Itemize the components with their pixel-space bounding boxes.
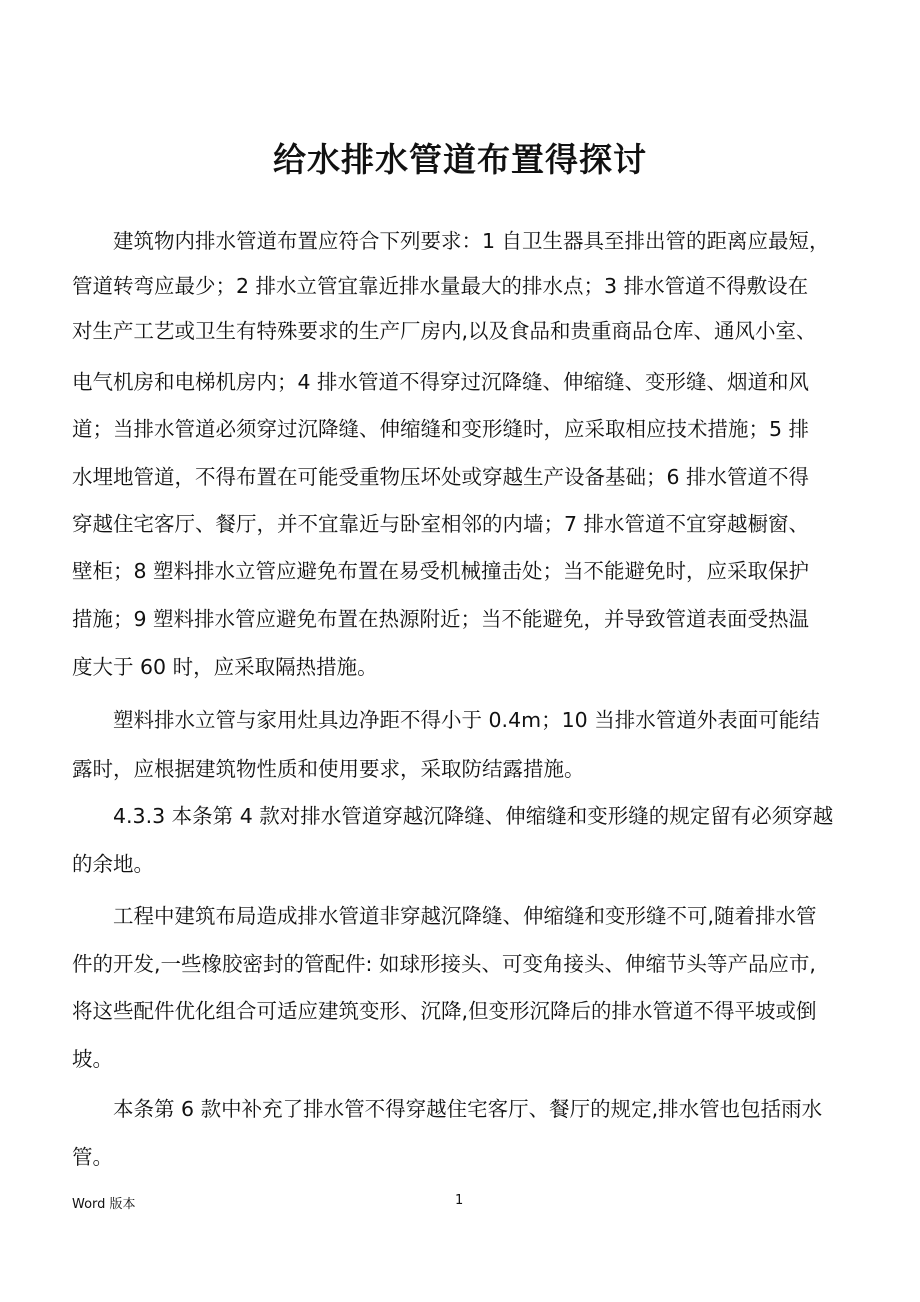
text-line: 电气机房和电梯机房内；4 排水管道不得穿过沉降缝、伸缩缝、变形缝、烟道和风	[72, 370, 810, 394]
page-number: 1	[455, 1193, 464, 1208]
text-line: 建筑物内排水管道布置应符合下列要求：1 自卫生器具至排出管的距离应最短，	[72, 229, 830, 253]
text-line: 将这些配件优化组合可适应建筑变形、沉降,但变形沉降后的排水管道不得平坡或倒	[72, 999, 817, 1023]
text-line: 措施；9 塑料排水管应避免布置在热源附近；当不能避免，并导致管道表面受热温	[72, 607, 810, 631]
document-title: 给水排水管道布置得探讨	[273, 140, 647, 179]
text-line: 度大于 60 时，应采取隔热措施。	[72, 655, 378, 679]
text-line: 对生产工艺或卫生有特殊要求的生产厂房内,以及食品和贵重商品仓库、通风小室、	[72, 319, 817, 343]
text-line: 道；当排水管道必须穿过沉降缝、伸缩缝和变形缝时，应采取相应技术措施；5 排	[72, 417, 810, 441]
text-line: 壁柜；8 塑料排水立管应避免布置在易受机械撞击处；当不能避免时，应采取保护	[72, 559, 810, 583]
footer-label: Word 版本	[72, 1197, 136, 1212]
text-line: 坡。	[72, 1047, 113, 1071]
text-line: 穿越住宅客厅、餐厅，并不宜靠近与卧室相邻的内墙；7 排水管道不宜穿越橱窗、	[72, 512, 810, 536]
text-line: 的余地。	[72, 852, 154, 876]
text-line: 水埋地管道，不得布置在可能受重物压坏处或穿越生产设备基础；6 排水管道不得	[72, 465, 810, 489]
text-line: 塑料排水立管与家用灶具边净距不得小于 0.4m；10 当排水管道外表面可能结	[72, 708, 820, 732]
text-line: 管。	[72, 1145, 113, 1169]
text-line: 4.3.3 本条第 4 款对排水管道穿越沉降缝、伸缩缝和变形缝的规定留有必须穿越	[72, 804, 834, 828]
text-line: 本条第 6 款中补充了排水管不得穿越住宅客厅、餐厅的规定,排水管也包括雨水	[72, 1097, 823, 1121]
text-line: 露时，应根据建筑物性质和使用要求，采取防结露措施。	[72, 757, 585, 781]
text-line: 管道转弯应最少；2 排水立管宜靠近排水量最大的排水点；3 排水管道不得敷设在	[72, 274, 809, 298]
text-line: 件的开发,一些橡胶密封的管配件: 如球形接头、可变角接头、伸缩节头等产品应市,	[72, 952, 816, 976]
text-line: 工程中建筑布局造成排水管道非穿越沉降缝、伸缩缝和变形缝不可,随着排水管	[72, 904, 817, 928]
